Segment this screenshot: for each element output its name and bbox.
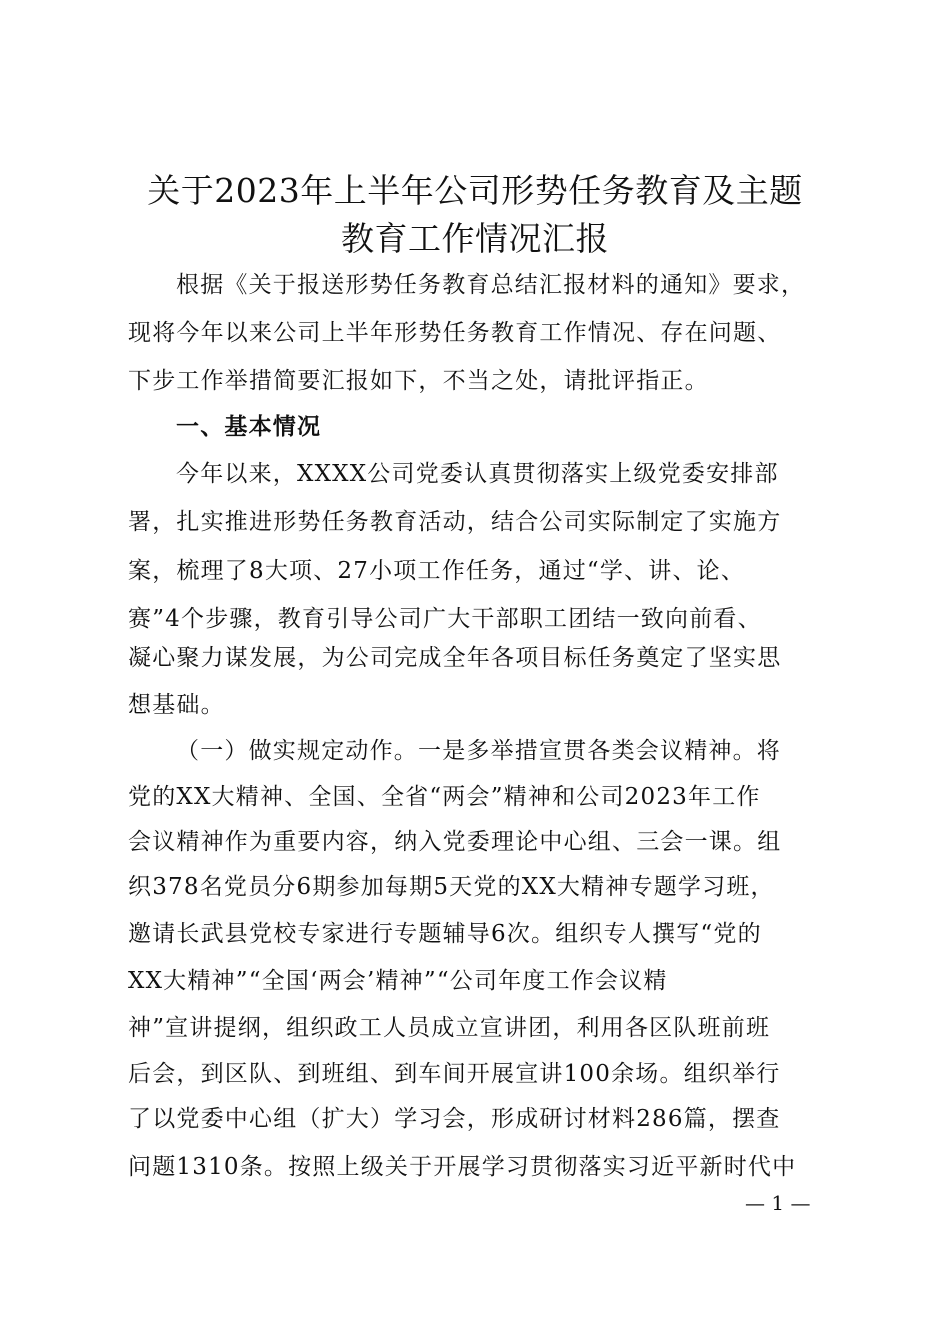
- document-title-line-2: 教育工作情况汇报: [341, 219, 609, 258]
- subsection-paragraph-line: 后会，到区队、到班组、到车间开展宣讲100余场。组织举行: [128, 1061, 781, 1087]
- section-paragraph-line: 案，梳理了8大项、27小项工作任务，通过“学、讲、论、: [128, 558, 746, 584]
- subsection-paragraph-line: （一）做实规定动作。一是多举措宣贯各类会议精神。将: [176, 738, 781, 764]
- section-paragraph-line: 署，扎实推进形势任务教育活动，结合公司实际制定了实施方: [128, 509, 782, 535]
- section-paragraph-line: 赛”4个步骤，教育引导公司广大干部职工团结一致向前看、: [128, 606, 762, 632]
- intro-line: 现将今年以来公司上半年形势任务教育工作情况、存在问题、: [128, 320, 782, 346]
- subsection-paragraph-line: 党的XX大精神、全国、全省“两会”精神和公司2023年工作: [128, 784, 761, 810]
- intro-line: 根据《关于报送形势任务教育总结汇报材料的通知》要求，: [176, 272, 806, 298]
- page-number: — 1 —: [745, 1191, 811, 1215]
- subsection-paragraph-line: XX大精神”“全国‘两会’精神”“公司年度工作会议精: [128, 968, 668, 994]
- section-paragraph-line: 今年以来，XXXX公司党委认真贯彻落实上级党委安排部: [176, 461, 779, 487]
- section-heading: 一、基本情况: [176, 413, 322, 440]
- section-paragraph-line: 想基础。: [128, 692, 225, 718]
- subsection-paragraph-line: 邀请长武县党校专家进行专题辅导6次。组织专人撰写“党的: [128, 921, 762, 947]
- intro-line: 下步工作举措简要汇报如下，不当之处，请批评指正。: [128, 368, 709, 394]
- subsection-paragraph-line: 会议精神作为重要内容，纳入党委理论中心组、三会一课。组: [128, 829, 782, 855]
- subsection-paragraph-line: 了以党委中心组（扩大）学习会，形成研讨材料286篇，摆查: [128, 1106, 781, 1132]
- subsection-paragraph-line: 织378名党员分6期参加每期5天党的XX大精神专题学习班，: [128, 874, 775, 900]
- subsection-paragraph-line: 神”宣讲提纲，组织政工人员成立宣讲团，利用各区队班前班: [128, 1015, 771, 1041]
- document-title-line-1: 关于2023年上半年公司形势任务教育及主题: [147, 171, 803, 210]
- subsection-paragraph-line: 问题1310条。按照上级关于开展学习贯彻落实习近平新时代中: [128, 1154, 797, 1180]
- section-paragraph-line: 凝心聚力谋发展，为公司完成全年各项目标任务奠定了坚实思: [128, 645, 782, 671]
